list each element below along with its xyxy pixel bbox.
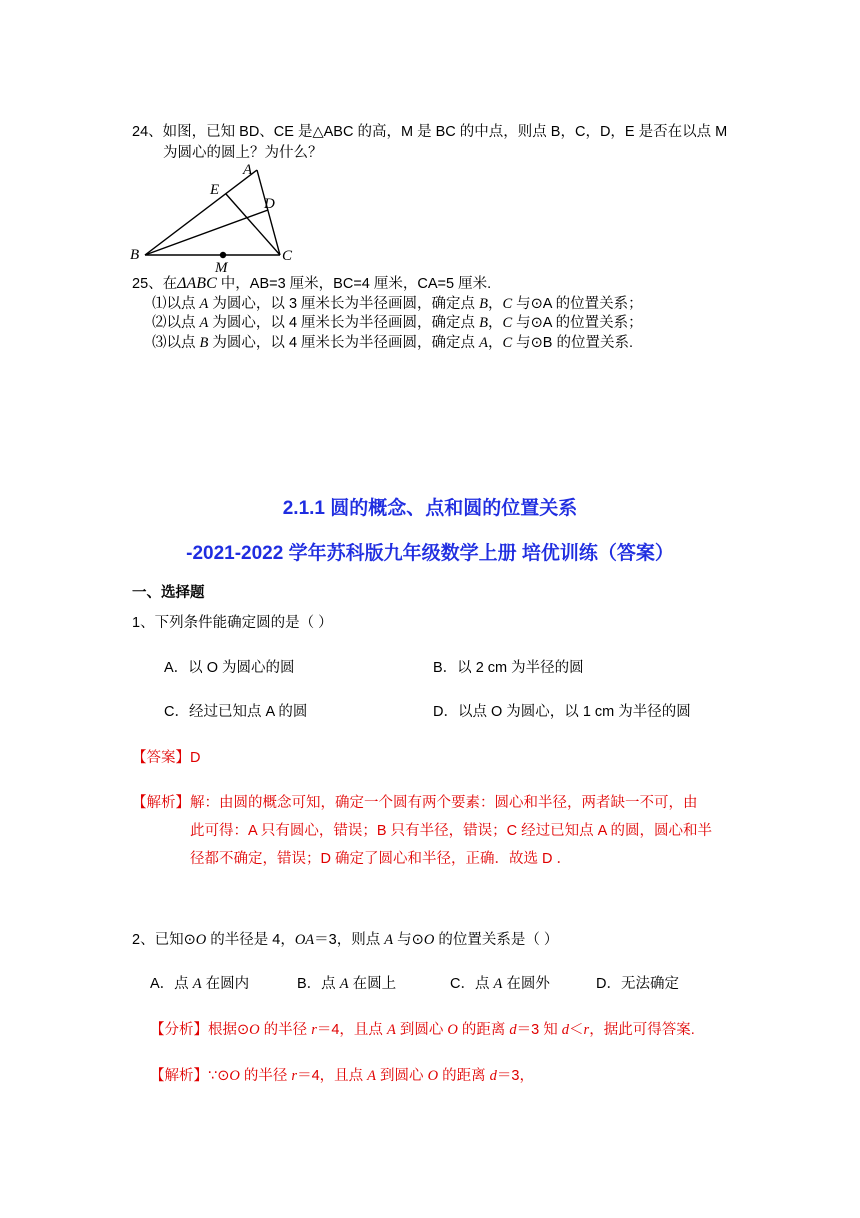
q2-analysis-fenxi: 【分析】根据⊙O 的半径 r＝4，且点 A 到圆心 O 的距离 d＝3 知 d＜r，据此可得答案. <box>150 1022 695 1038</box>
q25-item-1: ⑴以点 A 为圆心，以 3 厘米长为半径画圆，确定点 B，C 与⊙A 的位置关系； <box>152 296 643 312</box>
q2-stem: 2、已知⊙O 的半径是 4，OA＝3，则点 A 与⊙O 的位置关系是（ ） <box>132 932 559 948</box>
q24-line2: 为圆心的圆上？为什么？ <box>163 145 323 161</box>
point-M <box>220 252 226 258</box>
q25-item-3: ⑶以点 B 为圆心，以 4 厘米长为半径画圆，确定点 A，C 与⊙B 的位置关系. <box>152 335 634 351</box>
q1-analysis-line2: 此可得：A 只有圆心，错误；B 只有半径，错误；C 经过已知点 A 的圆，圆心和半 <box>190 823 713 839</box>
q1-analysis-line1: 解：由圆的概念可知，确定一个圆有两个要素：圆心和半径，两者缺一不可，由 <box>190 795 698 811</box>
q1-option-b: B．以 2 cm 为半径的圆 <box>433 660 584 676</box>
q25-item-2: ⑵以点 A 为圆心，以 4 厘米长为半径画圆，确定点 B，C 与⊙A 的位置关系； <box>152 315 643 331</box>
answer-title-line2: -2021-2022 学年苏科版九年级数学上册 培优训练（答案） <box>186 543 674 564</box>
label-B: B <box>130 247 140 263</box>
q1-stem: 1、下列条件能确定圆的是（ ） <box>132 615 333 631</box>
answer-title-line1: 2.1.1 圆的概念、点和圆的位置关系 <box>282 498 578 519</box>
q2-option-b: B．点 A 在圆上 <box>297 976 397 992</box>
q2-option-c: C．点 A 在圆外 <box>450 976 550 992</box>
segment-BD <box>145 210 268 255</box>
triangle-figure <box>125 158 305 278</box>
q24-line1: 24、如图，已知 BD、CE 是△ABC 的高，M 是 BC 的中点，则点 B，C，D，E 是否在以点 M <box>132 124 728 140</box>
label-C: C <box>282 248 293 264</box>
section-heading: 一、选择题 <box>132 585 205 601</box>
q1-analysis-tag: 【解析】 <box>132 795 190 811</box>
q1-answer: 【答案】D <box>132 750 201 766</box>
segment-BA <box>145 170 257 255</box>
q1-option-d: D．以点 O 为圆心，以 1 cm 为半径的圆 <box>433 704 691 720</box>
label-M: M <box>215 260 228 276</box>
label-E: E <box>210 182 220 198</box>
q2-option-a: A．点 A 在圆内 <box>150 976 250 992</box>
q2-option-d: D．无法确定 <box>596 976 679 992</box>
q1-analysis-line3: 径都不确定，错误；D 确定了圆心和半径，正确．故选 D ． <box>190 851 572 867</box>
q25-stem: 25、在ΔABC 中，AB=3 厘米，BC=4 厘米，CA=5 厘米. <box>132 275 492 292</box>
label-D: D <box>264 196 275 212</box>
q2-analysis-jiexi: 【解析】∵⊙O 的半径 r＝4，且点 A 到圆心 O 的距离 d＝3， <box>150 1068 534 1084</box>
label-A: A <box>243 162 253 178</box>
q1-option-c: C．经过已知点 A 的圆 <box>164 704 308 720</box>
q1-option-a: A．以 O 为圆心的圆 <box>164 660 295 676</box>
